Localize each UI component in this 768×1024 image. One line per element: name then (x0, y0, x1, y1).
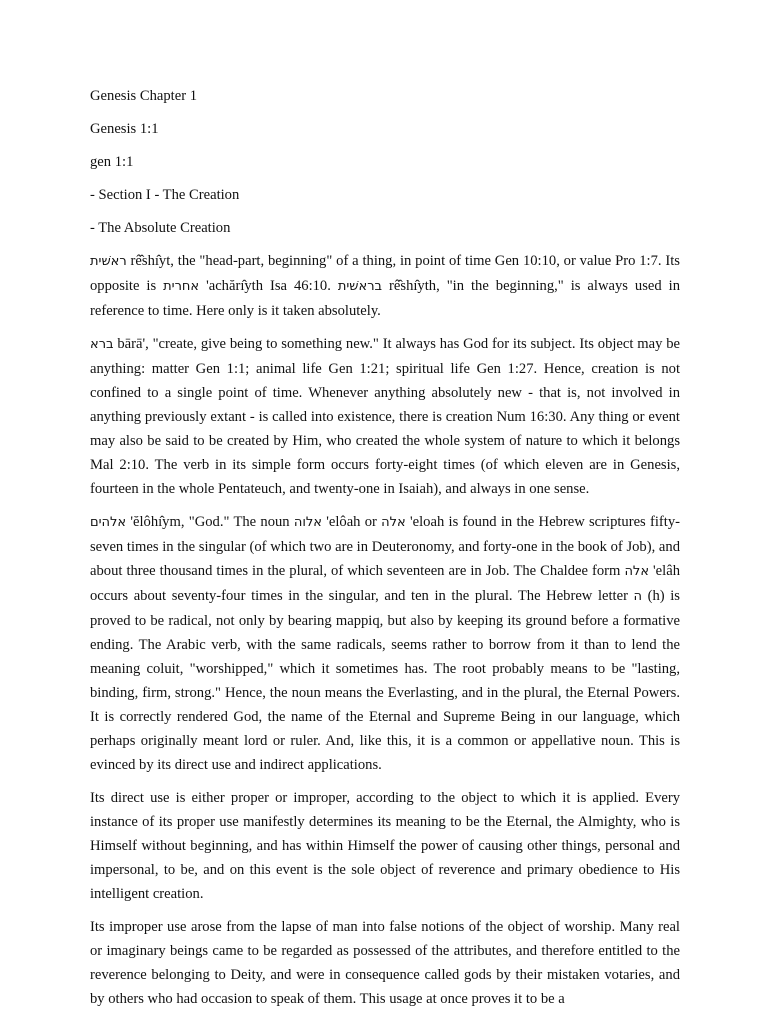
hebrew-word: ברא (90, 337, 114, 352)
paragraph-improper-use (90, 915, 680, 1011)
paragraph-text: rê̂shı̂yth, "in the beginning," is always used in reference to time. Here only is it taken absolutely. (90, 278, 681, 319)
paragraph-text: Its direct use is either proper or improper, according to the object to which it is applied. Every instance of its proper use manifestly determines its meaning to be the Eternal, the Almighty, who is Himself without beginning, and has within Himself the power of causing other things, personal and impersonal, to be, and on this event is the sole object of reverence and primary obedience to His intelligent creation. (90, 790, 680, 902)
paragraph-text: rê̂shı̂yt, the "head-part, beginning" of a thing, in point of time Gen 10:10, or value Pro 1:7. Its opposite is (90, 253, 680, 294)
hebrew-word: אלה (381, 515, 406, 530)
hebrew-word: אלהים (90, 515, 127, 530)
hebrew-letter: ה (633, 589, 643, 604)
paragraph-text: 'eloah is found in the Hebrew scriptures fifty-seven times in the singular (of which two are in Deuteronomy, and forty-one in the book of Job), and about three thousand times in the plural, of which seventeen are in Job. The Chaldee form (90, 514, 680, 579)
document-page (90, 84, 680, 1020)
paragraph-text: 'ĕlôhı̂ym, "God." The noun (126, 514, 294, 530)
paragraph-bara (90, 332, 680, 501)
paragraph-direct-use (90, 786, 680, 906)
hebrew-word: אלוה (293, 515, 322, 530)
chapter-title: Genesis Chapter 1 (90, 88, 197, 104)
paragraph-reshith (90, 249, 680, 323)
verse-code: gen 1:1 (90, 154, 134, 170)
paragraph-text: (h) is proved to be radical, not only by bearing mappiq, but also by keeping its ground before a formative ending. The Arabic verb, with the same radicals, seems rather to borrow from it than to lend the meaning coluit, "worshipped," which it sometimes has. The root probably means to be "lasting, binding, firm, strong." Hence, the noun means the Everlasting, and in the plural, the Eternal Powers. It is correctly rendered God, the name of the Eternal and Supreme Being in our language, which perhaps originally meant lord or ruler. And, like this, it is a common or appellative noun. This is evinced by its direct use and indirect applications. (90, 588, 680, 773)
paragraph-text: 'elâh occurs about seventy-four times in the singular, and ten in the plural. The Hebrew letter (90, 563, 680, 604)
paragraph-text: bārā', "create, give being to something new." It always has God for its subject. Its object may be anything: matter Gen 1:1; animal life Gen 1:21; spiritual life Gen 1:27. Hence, creation is not confined to a single point of time. Whenever anything absolutely new - that is, not involved in anything previously extant - is called into existence, there is creation Num 16:30. Any thing or event may also be said to be created by Him, who created the whole system of nature to which it belongs Mal 2:10. The verb in its simple form occurs forty-eight times (of which eleven are in Genesis, fourteen in the whole Pentateuch, and twenty-one in Isaiah), and always in one sense. (90, 336, 680, 497)
verse-reference: Genesis 1:1 (90, 121, 159, 137)
hebrew-word: אלה (624, 564, 650, 579)
subsection-heading: - The Absolute Creation (90, 220, 231, 236)
hebrew-word: ראשׁית (90, 254, 127, 269)
hebrew-word: בראשׁית (337, 279, 383, 294)
section-heading: - Section I - The Creation (90, 187, 240, 203)
paragraph-text: 'achărı̂yth Isa 46:10. (199, 278, 338, 294)
hebrew-word: אחרית (163, 279, 200, 294)
paragraph-text: Its improper use arose from the lapse of man into false notions of the object of worship. Many real or imaginary beings came to be regarded as possessed of the attributes, and therefore entitled to the reverence belonging to Deity, and were in consequence called gods by their mistaken votaries, and by others who had occasion to speak of them. This usage at once proves it to be a (90, 919, 680, 1007)
paragraph-elohim (90, 510, 680, 777)
paragraph-text: 'elôah or (321, 514, 382, 530)
